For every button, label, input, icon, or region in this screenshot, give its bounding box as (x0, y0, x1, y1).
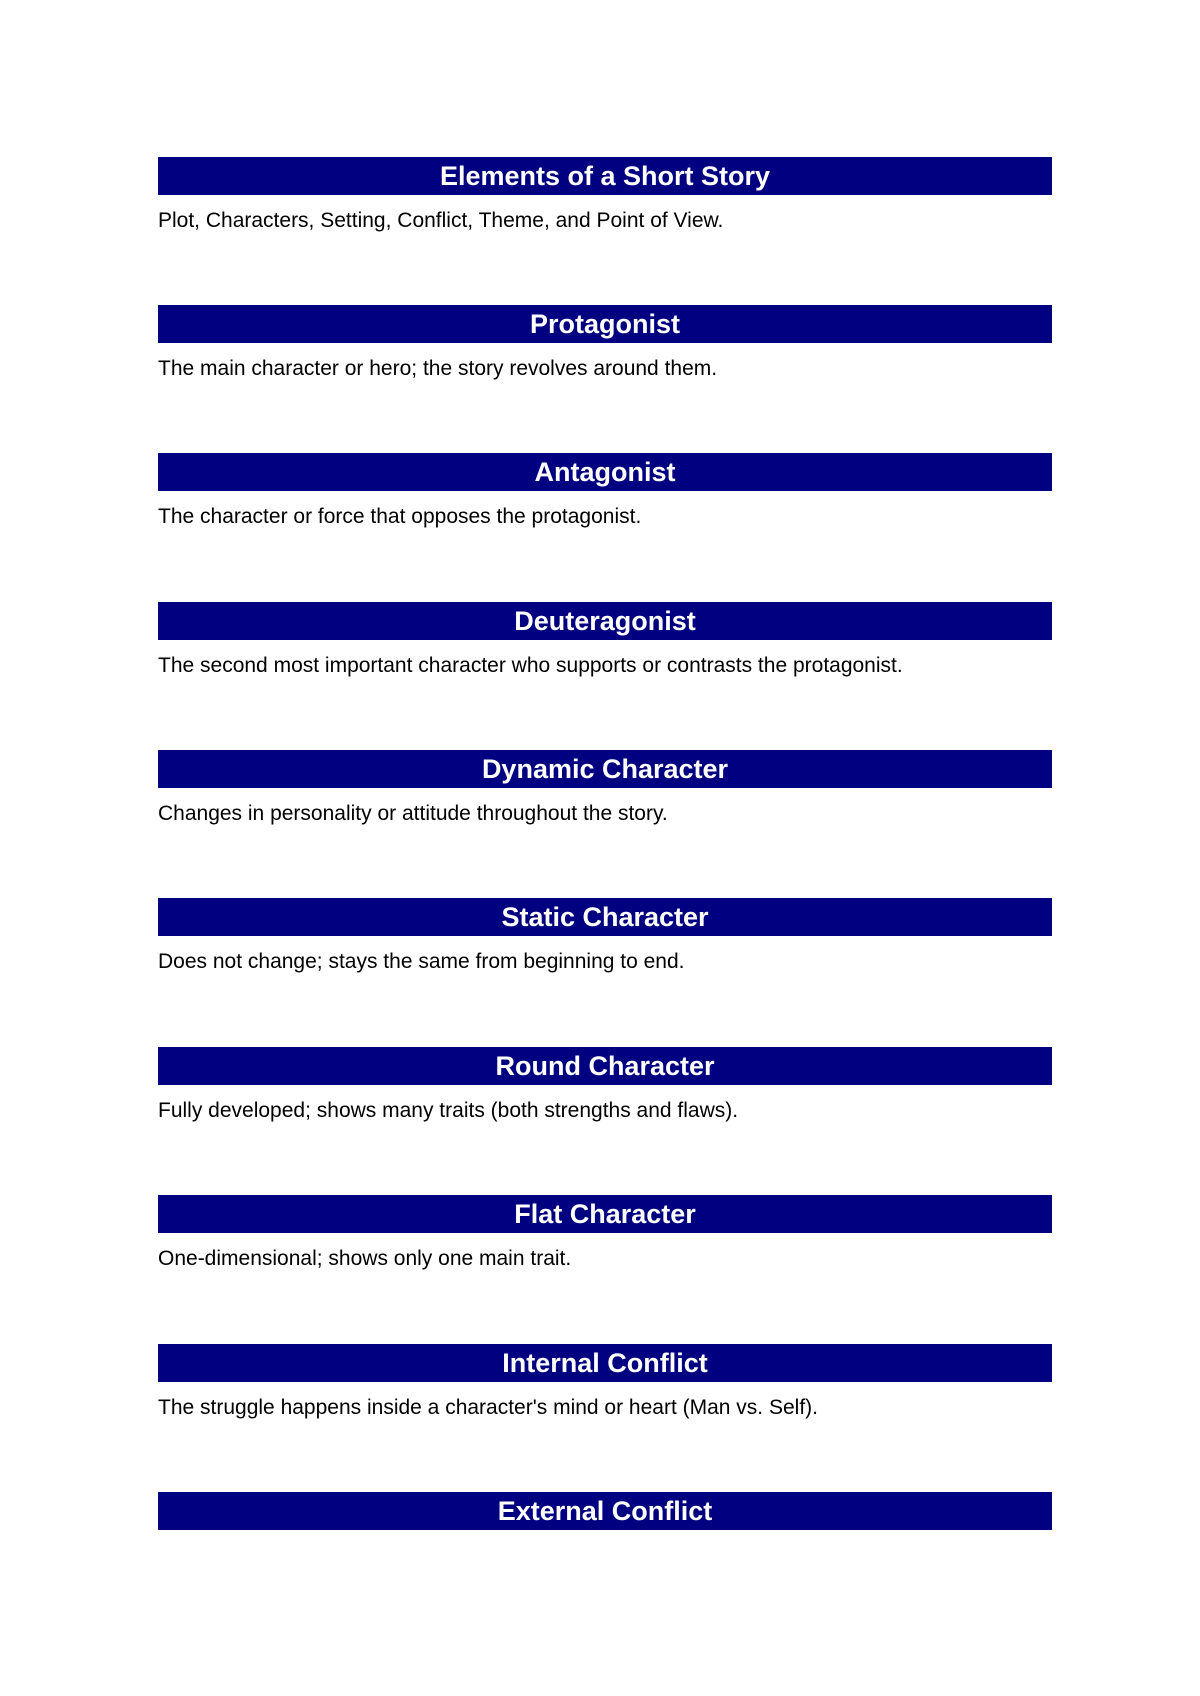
term-definition: The struggle happens inside a character's mind or heart (Man vs. Self). (158, 1396, 818, 1419)
term-definition: The second most important character who supports or contrasts the protagonist. (158, 654, 903, 677)
term-heading: Antagonist (158, 453, 1052, 491)
entry-internal-conflict (158, 1344, 1052, 1421)
term-heading: Round Character (158, 1047, 1052, 1085)
term-definition: Plot, Characters, Setting, Conflict, Theme, and Point of View. (158, 209, 724, 232)
term-heading: Dynamic Character (158, 750, 1052, 788)
entry-dynamic-character (158, 750, 1052, 827)
entry-antagonist (158, 453, 1052, 530)
term-heading: Static Character (158, 898, 1052, 936)
term-definition: Changes in personality or attitude throughout the story. (158, 802, 668, 825)
term-heading: Deuteragonist (158, 602, 1052, 640)
entry-elements-of-a-short-story (158, 157, 1052, 234)
term-heading: Protagonist (158, 305, 1052, 343)
term-definition: The main character or hero; the story revolves around them. (158, 357, 718, 380)
term-heading: Elements of a Short Story (158, 157, 1052, 195)
term-definition: Fully developed; shows many traits (both strengths and flaws). (158, 1099, 739, 1122)
entry-static-character (158, 898, 1052, 975)
term-heading: External Conflict (158, 1492, 1052, 1530)
entry-flat-character (158, 1195, 1052, 1272)
term-heading: Internal Conflict (158, 1344, 1052, 1382)
term-definition: One-dimensional; shows only one main trait. (158, 1247, 572, 1270)
entry-deuteragonist (158, 602, 1052, 679)
entry-protagonist (158, 305, 1052, 382)
entry-round-character (158, 1047, 1052, 1124)
term-definition: Does not change; stays the same from beginning to end. (158, 950, 685, 973)
term-definition: The character or force that opposes the protagonist. (158, 505, 642, 528)
entry-external-conflict (158, 1492, 1052, 1530)
term-heading: Flat Character (158, 1195, 1052, 1233)
